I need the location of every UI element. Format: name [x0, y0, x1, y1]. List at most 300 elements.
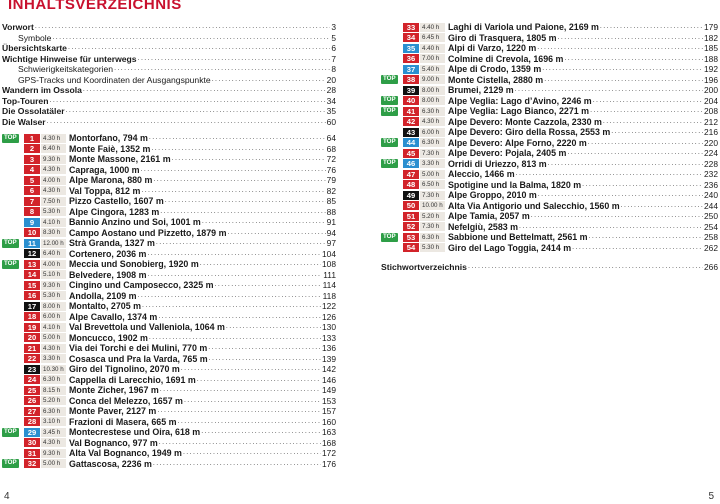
- toc-entry-2[interactable]: [2, 43, 336, 54]
- tour-name: Val Toppa, 812 m: [69, 185, 141, 196]
- tour-number-badge: 40: [403, 96, 419, 105]
- tour-number-badge: 49: [403, 191, 419, 200]
- toc-entry-0[interactable]: [2, 22, 336, 33]
- tour-number-badge: 53: [403, 233, 419, 242]
- tour-name: Aleccio, 1466 m: [448, 169, 515, 179]
- tour-duration: 8.00 h: [420, 86, 445, 95]
- tour-page: 258: [704, 232, 718, 242]
- tour-number-badge: 38: [403, 75, 419, 84]
- top-badge: TOP: [4, 238, 17, 246]
- leader-dots: [181, 364, 321, 375]
- toc-entry-9[interactable]: [2, 117, 336, 128]
- tour-name: Monte Paver, 2127 m: [69, 406, 157, 416]
- tour-entry-8[interactable]: [2, 207, 336, 218]
- tour-entry-50[interactable]: [381, 201, 718, 212]
- leader-dots: [158, 312, 321, 323]
- tour-duration: 10.00 h: [420, 201, 445, 210]
- tour-entry-46[interactable]: [381, 159, 718, 170]
- tour-number-badge: 15: [24, 281, 40, 290]
- top-badge: TOP: [4, 133, 17, 141]
- tour-entry-11[interactable]: [2, 238, 336, 249]
- tour-name: Spotigine und la Balma, 1820 m: [448, 179, 582, 190]
- toc-entry-page: 6: [331, 43, 336, 53]
- tour-entry-12[interactable]: [2, 249, 336, 260]
- tour-duration: 7.30 h: [420, 191, 445, 200]
- tour-entry-4[interactable]: [2, 165, 336, 176]
- tour-entry-54[interactable]: [381, 243, 718, 254]
- leader-dots: [147, 249, 321, 260]
- leader-dots: [165, 196, 326, 207]
- leader-dots: [582, 180, 703, 191]
- tour-entry-30[interactable]: [2, 438, 336, 449]
- tour-duration: 6.30 h: [420, 233, 445, 242]
- tour-number-badge: 37: [403, 65, 419, 74]
- tour-name: Capraga, 1000 m: [69, 164, 140, 175]
- tour-page: 108: [322, 259, 336, 269]
- leader-dots: [544, 75, 703, 86]
- tour-name: Monte Massone, 2161 m: [69, 154, 171, 164]
- leader-dots: [153, 175, 325, 186]
- leader-dots: [212, 75, 326, 86]
- tour-number-badge: 29: [24, 428, 40, 437]
- tour-number-badge: 33: [403, 23, 419, 32]
- tour-number-badge: 36: [403, 54, 419, 63]
- leader-dots: [542, 64, 703, 75]
- tour-page: 196: [704, 74, 718, 85]
- tour-number-badge: 18: [24, 312, 40, 321]
- tour-entry-43[interactable]: [381, 127, 718, 138]
- toc-entry-1[interactable]: [2, 33, 336, 44]
- tour-number-badge: 32: [24, 459, 40, 468]
- tour-number-badge: 10: [24, 228, 40, 237]
- toc-entry-3[interactable]: [2, 54, 336, 65]
- tour-number-badge: 4: [24, 165, 40, 174]
- tour-entry-10[interactable]: [2, 228, 336, 239]
- tour-name: Belvedere, 1908 m: [69, 269, 147, 280]
- tour-name: Alpe Devero: Pojala, 2405 m: [448, 148, 567, 158]
- leader-dots: [593, 96, 703, 107]
- tour-name: Alpe Tamia, 2057 m: [448, 211, 530, 221]
- tour-page: 130: [322, 322, 336, 332]
- tour-number-badge: 14: [24, 270, 40, 279]
- tour-name: Montorfano, 794 m: [69, 133, 148, 143]
- tour-duration: 9.30 h: [41, 449, 66, 458]
- tour-duration: 5.10 h: [41, 270, 66, 279]
- tour-name: Giro del Lago Toggia, 2414 m: [448, 242, 572, 253]
- top-badge: TOP: [383, 232, 396, 240]
- tour-name: Montecrestese und Oira, 618 m: [69, 427, 201, 437]
- top-slot: [381, 138, 403, 147]
- tour-entry-40[interactable]: [381, 96, 718, 107]
- tour-duration: 5.30 h: [420, 243, 445, 252]
- tour-number-badge: 27: [24, 407, 40, 416]
- tour-duration: 4.40 h: [420, 44, 445, 53]
- tour-name: Campo Aostano und Pizzetto, 1879 m: [69, 227, 227, 238]
- tour-duration: 5.30 h: [41, 291, 66, 300]
- tour-number-badge: 20: [24, 333, 40, 342]
- tour-duration: 6.00 h: [420, 128, 445, 137]
- tour-name: Alpe Devero: Alpe Forno, 2220 m: [448, 137, 587, 148]
- tour-duration: 8.15 h: [41, 386, 66, 395]
- tour-number-badge: 41: [403, 107, 419, 116]
- tour-entry-15[interactable]: [2, 280, 336, 291]
- toc-entry-label: Wichtige Hinweise für unterwegs: [2, 53, 137, 64]
- leader-dots: [184, 396, 321, 407]
- tour-entry-39[interactable]: [381, 85, 718, 96]
- tour-page: 79: [326, 175, 336, 185]
- tour-entry-37[interactable]: [381, 64, 718, 75]
- toc-entry-label: Die Ossolatäler: [2, 106, 65, 116]
- leader-dots: [197, 375, 321, 386]
- toc-entry-label: Stichwortverzeichnis: [381, 262, 467, 272]
- tour-page: 244: [704, 200, 718, 211]
- tour-page: 149: [322, 385, 336, 395]
- tour-page: 114: [322, 280, 336, 290]
- tour-duration: 6.00 h: [41, 312, 66, 321]
- tour-number-badge: 34: [403, 33, 419, 42]
- leader-dots: [215, 280, 322, 291]
- tour-entry-20[interactable]: [2, 333, 336, 344]
- tour-number-badge: 44: [403, 138, 419, 147]
- tour-entry-28[interactable]: [2, 417, 336, 428]
- tour-number-badge: 2: [24, 144, 40, 153]
- tour-entry-49[interactable]: [381, 190, 718, 201]
- tour-entry-51[interactable]: [381, 211, 718, 222]
- tour-number-badge: 39: [403, 86, 419, 95]
- tour-page: 157: [322, 406, 336, 416]
- tour-entry-3[interactable]: [2, 154, 336, 165]
- top-badge: TOP: [383, 96, 396, 104]
- tour-page: 224: [704, 148, 718, 158]
- tour-number-badge: 1: [24, 134, 40, 143]
- tour-entry-6[interactable]: [2, 186, 336, 197]
- tour-page: 168: [322, 437, 336, 448]
- tour-duration: 6.30 h: [420, 138, 445, 147]
- tour-entry-13[interactable]: [2, 259, 336, 270]
- tour-page: 111: [323, 269, 336, 280]
- leader-dots: [201, 427, 321, 438]
- tour-entry-9[interactable]: [2, 217, 336, 228]
- leader-dots: [548, 159, 703, 170]
- tour-page: 146: [322, 374, 336, 385]
- tour-number-badge: 52: [403, 222, 419, 231]
- tour-entry-44[interactable]: [381, 138, 718, 149]
- tour-duration: 5.00 h: [420, 170, 445, 179]
- leader-dots: [209, 354, 321, 365]
- tour-name: Alpe Devero: Monte Cazzola, 2330 m: [448, 116, 602, 127]
- tour-number-badge: 28: [24, 417, 40, 426]
- tour-number-badge: 43: [403, 128, 419, 137]
- tour-entry-5[interactable]: [2, 175, 336, 186]
- tour-entry-38[interactable]: [381, 75, 718, 86]
- leader-dots: [531, 211, 703, 222]
- tour-name: Alpe Cingora, 1283 m: [69, 206, 160, 217]
- tour-duration: 5.40 h: [420, 65, 445, 74]
- tour-name: Monte Cistella, 2880 m: [448, 74, 544, 85]
- tour-name: Brumei, 2129 m: [448, 85, 514, 95]
- tour-number-badge: 7: [24, 197, 40, 206]
- tour-name: Laghi di Variola und Paione, 2169 m: [448, 22, 599, 32]
- toc-entry-page: 266: [704, 262, 718, 272]
- tour-number-badge: 5: [24, 176, 40, 185]
- tour-name: Frazioni di Masera, 665 m: [69, 416, 177, 427]
- tour-duration: 4.30 h: [41, 344, 66, 353]
- leader-dots: [68, 43, 330, 54]
- tour-entry-34[interactable]: [381, 33, 718, 44]
- tour-name: Giro di Trasquera, 1805 m: [448, 32, 557, 43]
- tour-name: Colmine di Crevola, 1696 m: [448, 53, 564, 64]
- tour-name: Strà Granda, 1327 m: [69, 238, 155, 248]
- toc-entry-page: 7: [331, 53, 336, 64]
- tour-page: 82: [326, 185, 336, 196]
- leader-dots: [183, 448, 321, 459]
- leader-dots: [519, 222, 703, 233]
- top-badge: TOP: [383, 159, 396, 167]
- tour-name: Gattascosa, 2236 m: [69, 458, 152, 469]
- tour-page: 220: [704, 137, 718, 148]
- tour-entry-2[interactable]: [2, 144, 336, 155]
- leader-dots: [83, 85, 326, 96]
- top-badge: TOP: [383, 138, 396, 146]
- tour-page: 64: [326, 133, 336, 143]
- tour-duration: 9.30 h: [41, 155, 66, 164]
- tour-page: 204: [704, 95, 718, 106]
- tour-entry-7[interactable]: [2, 196, 336, 207]
- tour-page: 192: [704, 64, 718, 74]
- tour-duration: 9.00 h: [420, 75, 445, 84]
- leader-dots: [603, 117, 703, 128]
- toc-entry-5[interactable]: [2, 75, 336, 86]
- tour-number-badge: 22: [24, 354, 40, 363]
- tour-entry-21[interactable]: [2, 343, 336, 354]
- tour-number-badge: 31: [24, 449, 40, 458]
- tour-duration: 6.30 h: [41, 375, 66, 384]
- toc-entry-page: 28: [326, 85, 336, 95]
- tour-number-badge: 8: [24, 207, 40, 216]
- tour-name: Val Bognanco, 977 m: [69, 437, 158, 448]
- tour-name: Alpe Veglia: Lago Bianco, 2271 m: [448, 106, 590, 116]
- tour-page: 97: [326, 238, 336, 248]
- tour-page: 104: [322, 248, 336, 259]
- tour-name: Alpe di Crodo, 1359 m: [448, 64, 542, 74]
- leader-dots: [564, 54, 703, 65]
- tour-duration: 4.30 h: [420, 117, 445, 126]
- top-badge: TOP: [4, 459, 17, 467]
- tour-number-badge: 50: [403, 201, 419, 210]
- tour-number-badge: 54: [403, 243, 419, 252]
- tour-name: Cortenero, 2036 m: [69, 248, 147, 259]
- tour-duration: 3.45 h: [41, 428, 66, 437]
- tour-page: 139: [322, 353, 336, 364]
- tour-duration: 5.20 h: [420, 212, 445, 221]
- top-badge: TOP: [383, 106, 396, 114]
- top-slot: [2, 134, 24, 143]
- tour-name: Moncucco, 1902 m: [69, 332, 148, 343]
- tour-page: 200: [704, 85, 718, 95]
- leader-dots: [138, 291, 322, 302]
- tour-entry-18[interactable]: [2, 312, 336, 323]
- toc-entry-stichwortverzeichnis[interactable]: [381, 262, 718, 273]
- tour-page: 179: [704, 22, 718, 32]
- tour-page: 212: [704, 116, 718, 127]
- tour-page: 142: [322, 364, 336, 374]
- tour-entry-23[interactable]: [2, 364, 336, 375]
- tour-entry-29[interactable]: [2, 427, 336, 438]
- top-slot: [381, 75, 403, 84]
- tour-entry-26[interactable]: [2, 396, 336, 407]
- tour-name: Alpe Devero: Giro della Rossa, 2553 m: [448, 127, 611, 137]
- tour-entry-48[interactable]: [381, 180, 718, 191]
- tour-page: 91: [326, 217, 336, 227]
- tour-entry-32[interactable]: [2, 459, 336, 470]
- tour-duration: 9.30 h: [41, 281, 66, 290]
- tour-name: Conca del Melezzo, 1657 m: [69, 395, 183, 406]
- tour-number-badge: 45: [403, 149, 419, 158]
- tour-name: Bannio Anzino und Soi, 1001 m: [69, 217, 201, 227]
- leader-dots: [516, 169, 703, 180]
- leader-dots: [47, 117, 326, 128]
- tour-entry-41[interactable]: [381, 106, 718, 117]
- toc-entry-label: Die Walser: [2, 116, 46, 127]
- tour-duration: 6.45 h: [420, 33, 445, 42]
- tour-name: Via dei Torchi e dei Mulini, 770 m: [69, 343, 208, 353]
- tour-name: Monte Zicher, 1967 m: [69, 385, 159, 395]
- top-slot: [381, 96, 403, 105]
- leader-dots: [151, 144, 325, 155]
- tour-entry-16[interactable]: [2, 291, 336, 302]
- tour-name: Pizzo Castello, 1607 m: [69, 196, 164, 206]
- toc-entry-label: Symbole: [18, 32, 52, 43]
- tour-entry-22[interactable]: [2, 354, 336, 365]
- leader-dots: [153, 459, 321, 470]
- toc-entry-4[interactable]: [2, 64, 336, 75]
- tour-duration: 5.00 h: [41, 333, 66, 342]
- tour-name: Alta Val Bognanco, 1949 m: [69, 448, 182, 458]
- tour-duration: 8.00 h: [41, 302, 66, 311]
- leader-dots: [149, 133, 326, 144]
- tour-entry-42[interactable]: [381, 117, 718, 128]
- tour-entry-47[interactable]: [381, 169, 718, 180]
- tour-duration: 4.10 h: [41, 323, 66, 332]
- tour-page: 232: [704, 169, 718, 179]
- toc-entry-label: Schwierigkeitskategorien: [18, 64, 114, 74]
- leader-dots: [142, 301, 321, 312]
- tour-number-badge: 51: [403, 212, 419, 221]
- tour-number-badge: 19: [24, 323, 40, 332]
- tour-number-badge: 11: [24, 239, 40, 248]
- tour-name: Andolla, 2109 m: [69, 290, 137, 301]
- tour-page: 88: [326, 206, 336, 217]
- tour-number-badge: 23: [24, 365, 40, 374]
- tour-page: 216: [704, 127, 718, 137]
- toc-entry-page: 60: [326, 116, 336, 127]
- leader-dots: [52, 33, 330, 44]
- tour-number-badge: 42: [403, 117, 419, 126]
- tour-number-badge: 25: [24, 386, 40, 395]
- tour-name: Cingino und Camposecco, 2325 m: [69, 280, 214, 290]
- tour-entry-17[interactable]: [2, 301, 336, 312]
- tour-page: 188: [704, 53, 718, 64]
- tour-entry-14[interactable]: [2, 270, 336, 281]
- tour-page: 72: [326, 154, 336, 164]
- tour-duration: 6.30 h: [420, 107, 445, 116]
- tour-entry-31[interactable]: [2, 448, 336, 459]
- toc-entry-8[interactable]: [2, 106, 336, 117]
- tour-number-badge: 9: [24, 218, 40, 227]
- tour-duration: 8.00 h: [420, 96, 445, 105]
- top-slot: [2, 239, 24, 248]
- leader-dots: [178, 417, 321, 428]
- tour-entry-45[interactable]: [381, 148, 718, 159]
- leader-dots: [588, 138, 703, 149]
- leader-dots: [160, 385, 321, 396]
- tour-duration: 12.00 h: [41, 239, 66, 248]
- tour-number-badge: 21: [24, 344, 40, 353]
- toc-entry-page: 35: [326, 106, 336, 116]
- tour-duration: 5.20 h: [41, 396, 66, 405]
- tour-entry-35[interactable]: [381, 43, 718, 54]
- tour-duration: 5.00 h: [41, 459, 66, 468]
- tour-entry-33[interactable]: [381, 22, 718, 33]
- top-slot: [381, 233, 403, 242]
- tour-entry-53[interactable]: [381, 232, 718, 243]
- toc-entry-7[interactable]: [2, 96, 336, 107]
- leader-dots: [141, 165, 326, 176]
- tour-entry-36[interactable]: [381, 54, 718, 65]
- leader-dots: [589, 232, 703, 243]
- tour-number-badge: 24: [24, 375, 40, 384]
- tour-page: 85: [326, 196, 336, 206]
- tour-entry-24[interactable]: [2, 375, 336, 386]
- leader-dots: [537, 43, 703, 54]
- top-badge: TOP: [4, 259, 17, 267]
- tour-name: Alpi di Varzo, 1220 m: [448, 43, 537, 53]
- tour-name: Monte Faiè, 1352 m: [69, 143, 151, 154]
- tour-duration: 6.30 h: [41, 407, 66, 416]
- tour-name: Alta Via Antigorio und Salecchio, 1560 m: [448, 200, 620, 211]
- tour-name: Val Brevettola und Valleniola, 1064 m: [69, 322, 225, 332]
- leader-dots: [141, 186, 325, 197]
- tour-entry-25[interactable]: [2, 385, 336, 396]
- tour-duration: 3.30 h: [420, 159, 445, 168]
- toc-entry-page: 5: [331, 32, 336, 43]
- toc-entry-label: Vorwort: [2, 22, 34, 32]
- tour-number-badge: 47: [403, 170, 419, 179]
- leader-dots: [172, 154, 326, 165]
- tour-entry-27[interactable]: [2, 406, 336, 417]
- toc-entry-label: Wandern im Ossola: [2, 85, 82, 95]
- leader-dots: [202, 217, 326, 228]
- tour-entry-19[interactable]: [2, 322, 336, 333]
- leader-dots: [515, 85, 703, 96]
- toc-entry-6[interactable]: [2, 85, 336, 96]
- tour-number-badge: 26: [24, 396, 40, 405]
- top-slot: [2, 459, 24, 468]
- tour-entry-1[interactable]: [2, 133, 336, 144]
- tour-page: 153: [322, 395, 336, 406]
- leader-dots: [226, 322, 321, 333]
- tour-page: 122: [322, 301, 336, 311]
- top-slot: [2, 260, 24, 269]
- tour-page: 254: [704, 221, 718, 232]
- leader-dots: [621, 201, 703, 212]
- leader-dots: [200, 259, 321, 270]
- leader-dots: [468, 262, 703, 273]
- leader-dots: [66, 106, 326, 117]
- tour-duration: 4.30 h: [41, 134, 66, 143]
- tour-duration: 7.30 h: [420, 149, 445, 158]
- tour-entry-52[interactable]: [381, 222, 718, 233]
